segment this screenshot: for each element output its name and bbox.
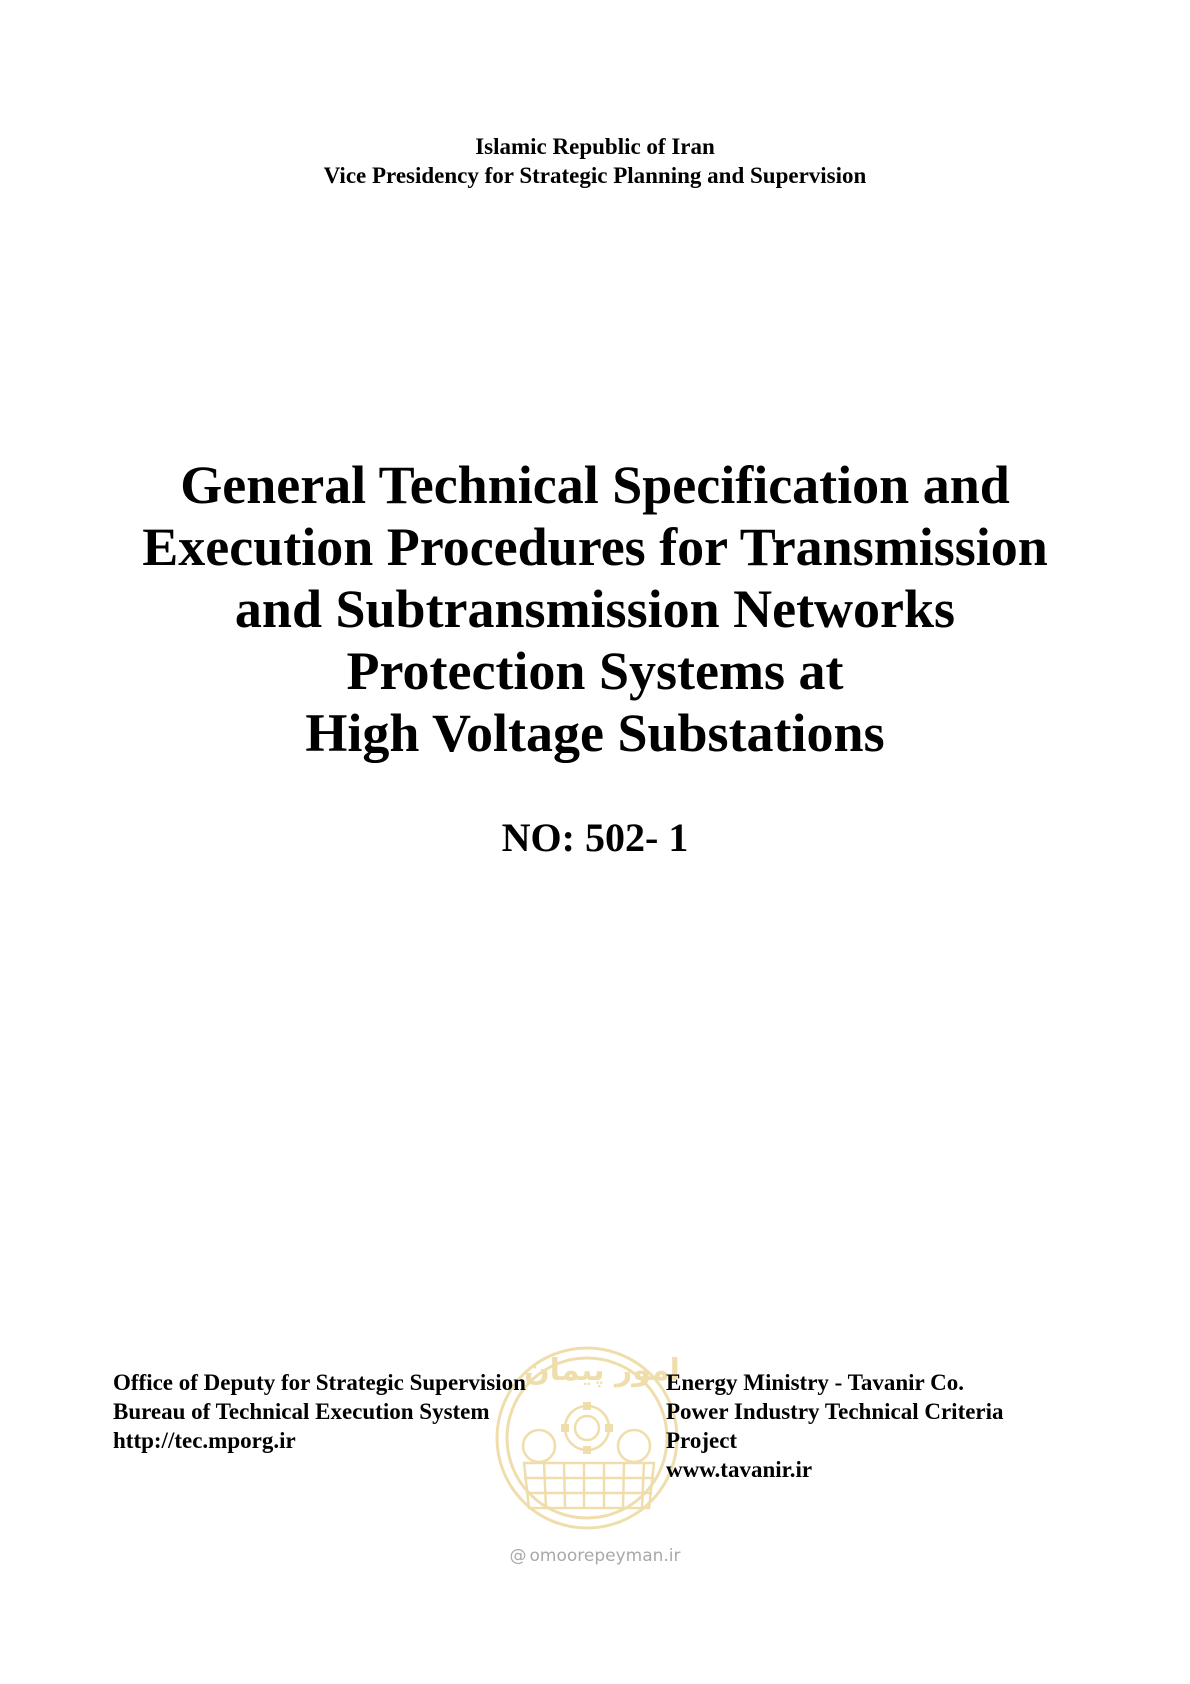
- watermark-site-label: omoorepeyman.ir: [529, 1546, 681, 1566]
- title-line: Execution Procedures for Transmission: [142, 517, 1048, 577]
- footer-project-line2: Project: [666, 1428, 738, 1453]
- footer-project-line1: Power Industry Technical Criteria: [666, 1399, 1004, 1424]
- footer-bureau: Bureau of Technical Execution System: [113, 1399, 490, 1424]
- watermark-site: [0, 1546, 1190, 1566]
- document-title: [0, 454, 1190, 764]
- footer-office: Office of Deputy for Strategic Supervision: [113, 1370, 526, 1395]
- document-number: NO: 502- 1: [501, 815, 689, 860]
- title-line: High Voltage Substations: [305, 703, 885, 763]
- title-line: General Technical Specification and: [180, 455, 1010, 515]
- footer-right-block: [666, 1368, 1004, 1484]
- at-icon: @: [509, 1546, 527, 1566]
- title-line: and Subtransmission Networks: [234, 579, 956, 639]
- document-header: [0, 132, 1190, 190]
- footer-ministry: Energy Ministry - Tavanir Co.: [666, 1370, 964, 1395]
- footer-url-link[interactable]: http://tec.mporg.ir: [113, 1428, 296, 1453]
- footer-url-link[interactable]: www.tavanir.ir: [666, 1457, 813, 1482]
- title-line: Protection Systems at: [346, 641, 844, 701]
- country-name: Islamic Republic of Iran: [475, 134, 715, 159]
- organization-name: Vice Presidency for Strategic Planning and Supervision: [323, 163, 867, 188]
- svg-text:امور پیمان: امور پیمان: [524, 1353, 680, 1388]
- footer-left-block: [113, 1368, 526, 1455]
